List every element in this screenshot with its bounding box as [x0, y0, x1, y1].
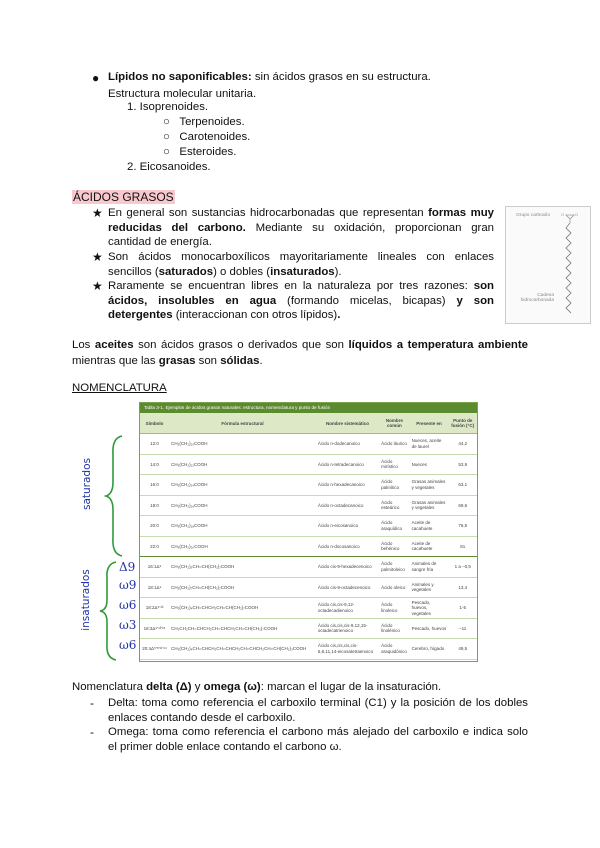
brace-insaturados-icon: [98, 560, 120, 662]
list-item-isoprenoides: 1. Isoprenoides.: [127, 101, 209, 113]
table-cell: CH₃(CH₂)₁₂COOH: [169, 454, 316, 475]
bold-text: omega (ω): [203, 681, 261, 693]
text: ).: [334, 265, 342, 278]
table-cell: CH₃(CH₂)₁₆COOH: [169, 495, 316, 516]
bullet-dot-icon: ●: [92, 71, 100, 85]
table-cell: 81: [448, 536, 477, 557]
section-heading-acidos: [72, 190, 175, 204]
bold-text: son ácidos, insolubles en agua: [108, 280, 494, 307]
star-icon: ★: [92, 250, 103, 264]
table-header: Presente en: [410, 413, 449, 434]
section-heading-nomenclatura: NOMENCLATURA: [72, 382, 167, 394]
table-cell: Animales de sangre fría: [410, 557, 449, 578]
table-cell: Ácido cis,cis,cis,cis-5,8,11,14-eicosatetraenoico: [316, 639, 379, 660]
table-cell: Ácido n-hexadecanoico: [316, 475, 379, 496]
table-header: Nombre sistemático: [316, 413, 379, 434]
text: Delta: toma como referencia el carboxilo terminal (C1) y la posición de los dobles enlaces contando desde el carboxilo.: [108, 697, 528, 724]
bold-text: sólidas: [220, 354, 260, 367]
table-cell: CH₃CH₂CH=CHCH₂CH=CHCH₂CH=CH(CH₂)₇COOH: [169, 618, 316, 639]
table-header-row: [140, 413, 477, 434]
table-cell: 63,1: [448, 475, 477, 496]
table: [140, 413, 477, 660]
bold-text: insaturados: [270, 265, 335, 278]
text: Son ácidos monocarboxílicos mayoritariamente lineales con enlaces sencillos (: [108, 251, 494, 278]
table-cell: Nueces, aceite de laurel: [410, 434, 449, 455]
table-row: [140, 516, 477, 537]
text: y: [191, 681, 204, 693]
table-cell: CH₃(CH₂)₁₈COOH: [169, 516, 316, 537]
label-saturados: saturados: [81, 458, 93, 510]
text: (formando micelas, bicapas): [276, 294, 457, 307]
table-cell: Aceite de cacahuete: [410, 536, 449, 557]
fatty-acid-table: [139, 402, 478, 662]
bullet-title: Lípidos no saponificables:: [108, 71, 252, 83]
text: En general son sustancias hidrocarbonadas que representan: [108, 207, 429, 219]
star-bullet-3: [92, 279, 494, 323]
table-cell: Ácido linolénico: [379, 618, 410, 639]
table-cell: Ácido cis-9-hexadecenoico: [316, 557, 379, 578]
text: ) o dobles (: [213, 265, 271, 278]
table-title: Tabla 3-1. Ejemplos de ácidos grasos naturales: estructura, nomenclatura y punto de fusión: [140, 403, 477, 413]
table-cell: Ácido n-docosanoico: [316, 536, 379, 557]
table-cell: Ácido n-eicosanoico: [316, 516, 379, 537]
list-item-carotenoides: [163, 131, 250, 143]
bold-text: saturados: [158, 265, 214, 278]
star-icon: ★: [92, 206, 103, 220]
table-cell: CH₃(CH₂)₅CH=CH(CH₂)₇COOH: [169, 557, 316, 578]
table-cell: 53,9: [448, 454, 477, 475]
table-row: [140, 557, 477, 578]
table-row: [140, 577, 477, 598]
table-cell: 16:0: [140, 475, 169, 496]
text: (interaccionan con otros lípidos): [172, 309, 338, 321]
table-cell: 76,5: [448, 516, 477, 537]
table-cell: Ácido oleico: [379, 577, 410, 598]
bold-text: delta (Δ): [146, 681, 192, 693]
table-row: [140, 495, 477, 516]
circle-bullet-icon: ○: [163, 116, 170, 128]
table-cell: Ácido láurico: [379, 434, 410, 455]
table-cell: Ácido n-tetradecanoico: [316, 454, 379, 475]
table-cell: Ácido n-dodecanoico: [316, 434, 379, 455]
label-chain: Cadena hidrocarbonada: [520, 293, 554, 303]
table-cell: 14:0: [140, 454, 169, 475]
table-header: Punto de fusión (°C): [448, 413, 477, 434]
dash-item-delta: [90, 696, 528, 725]
table-cell: 12:0: [140, 434, 169, 455]
star-icon: ★: [92, 279, 103, 293]
nomenclature-intro: [72, 681, 441, 693]
table-cell: 49,5: [448, 639, 477, 660]
omega-6-label-2: ω6: [119, 638, 137, 652]
table-cell: 18:1Δ⁹: [140, 577, 169, 598]
bold-text: líquidos a temperatura ambiente: [348, 339, 528, 351]
table-cell: 1 a –0,5: [448, 557, 477, 578]
text: Los: [72, 339, 95, 351]
table-cell: Aceite de cacahuete: [410, 516, 449, 537]
zigzag-chain-icon: [556, 211, 586, 319]
table-cell: Ácido palmítico: [379, 475, 410, 496]
table-row: [140, 639, 477, 660]
table-cell: 18:2Δ⁹ʹ¹²: [140, 598, 169, 619]
circle-bullet-icon: ○: [163, 146, 170, 158]
omega-3-label: ω3: [119, 618, 137, 632]
table-cell: Ácido araquidónico: [379, 639, 410, 660]
delta-9-label: Δ9: [119, 560, 136, 574]
table-row: [140, 454, 477, 475]
table-cell: CH₃(CH₂)₁₀COOH: [169, 434, 316, 455]
table-cell: Ácido araquídico: [379, 516, 410, 537]
heading-text: ÁCIDOS GRASOS: [73, 190, 174, 204]
intro-bullet: [92, 71, 528, 85]
table-cell: 1-5: [448, 598, 477, 619]
brace-saturados-icon: [104, 434, 126, 558]
table-cell: Ácido linoleico: [379, 598, 410, 619]
table-cell: Animales y vegetales: [410, 577, 449, 598]
circle-bullet-icon: ○: [163, 131, 170, 143]
text: Mediante su oxidación, proporcionan gran cantidad de energía.: [108, 221, 494, 248]
table-cell: Cerebro, hígado: [410, 639, 449, 660]
table-header: Símbolo: [140, 413, 169, 434]
svg-text:O: O: [561, 212, 565, 217]
bullet-text: sin ácidos grasos en su estructura.: [251, 71, 431, 83]
table-cell: Pescado, huevos, vegetales: [410, 598, 449, 619]
table-cell: Ácido esteárico: [379, 495, 410, 516]
table-header: Nombre común: [379, 413, 410, 434]
text: Raramente se encuentran libres en la naturaleza por tres razones:: [108, 280, 474, 292]
table-cell: CH₃(CH₂)₇CH=CH(CH₂)₇COOH: [169, 577, 316, 598]
bold-text: aceites: [94, 339, 134, 351]
table-cell: Grasas animales y vegetales: [410, 495, 449, 516]
table-row: [140, 434, 477, 455]
table-row: [140, 618, 477, 639]
table-body: [140, 434, 477, 660]
fatty-acid-image: [505, 206, 591, 324]
table-cell: 44,2: [448, 434, 477, 455]
table-cell: Grasas animales y vegetales: [410, 475, 449, 496]
table-cell: Nueces: [410, 454, 449, 475]
table-cell: Ácido cis-9-octadecenoico: [316, 577, 379, 598]
table-cell: 18:0: [140, 495, 169, 516]
table-cell: CH₃(CH₂)₄CH=CHCH₂CH=CHCH₂CH=CHCH₂CH=CH(CH₂)₃COOH: [169, 639, 316, 660]
table-cell: 69,6: [448, 495, 477, 516]
omega-9-label: ω9: [119, 578, 137, 592]
table-cell: 13,4: [448, 577, 477, 598]
table-cell: Pescado, huevos: [410, 618, 449, 639]
text: .: [259, 354, 263, 367]
table-cell: 22:0: [140, 536, 169, 557]
list-text: Terpenoides.: [179, 116, 245, 128]
table-cell: 20:0: [140, 516, 169, 537]
dash-icon: -: [90, 696, 94, 710]
table-cell: 20:4Δ⁵ʹ⁸ʹ¹¹ʹ¹⁴: [140, 639, 169, 660]
dash-icon: -: [90, 725, 94, 739]
table-cell: CH₃(CH₂)₄CH=CHCH₂CH=CH(CH₂)₇COOH: [169, 598, 316, 619]
list-item-esteroides: [163, 146, 236, 158]
table-row: [140, 536, 477, 557]
svg-text:O: O: [575, 212, 579, 217]
text: : marcan el lugar de la insaturación.: [260, 681, 442, 693]
paragraph-aceites: [72, 338, 528, 369]
intro-line2: Estructura molecular unitaria.: [108, 88, 257, 100]
table-cell: Ácido behénico: [379, 536, 410, 557]
list-item-eicosanoides: 2. Eicosanoides.: [127, 161, 211, 173]
table-cell: Ácido cis,cis-9,12-octadecadienoico: [316, 598, 379, 619]
table-cell: 18:3Δ⁹ʹ¹²ʹ¹⁵: [140, 618, 169, 639]
dash-item-omega: [90, 725, 528, 754]
table-row: [140, 475, 477, 496]
table-header: Fórmula estructural: [169, 413, 316, 434]
table-cell: –11: [448, 618, 477, 639]
bold-text: .: [337, 309, 341, 321]
label-insaturados: insaturados: [80, 569, 92, 631]
bold-text: formas muy reducidas del carbono.: [108, 207, 494, 234]
table-cell: CH₃(CH₂)₁₄COOH: [169, 475, 316, 496]
star-bullet-1: [92, 206, 494, 250]
table-cell: Ácido cis,cis,cis-9,12,15-octadecatrienoico: [316, 618, 379, 639]
table-cell: Ácido mirístico: [379, 454, 410, 475]
table-row: [140, 598, 477, 619]
bold-text: grasas: [158, 354, 196, 367]
list-text: Carotenoides.: [179, 131, 251, 143]
text: Nomenclatura: [72, 681, 147, 693]
table-cell: Ácido n-octadecanoico: [316, 495, 379, 516]
table-cell: Ácido palmitoleico: [379, 557, 410, 578]
text: son ácidos grasos o derivados que son: [133, 339, 349, 351]
label-carboxyl: Grupo carboxilo: [516, 213, 550, 218]
table-cell: CH₃(CH₂)₂₀COOH: [169, 536, 316, 557]
text: son: [195, 354, 221, 367]
text: mientras que las: [72, 354, 159, 367]
star-bullet-2: [92, 250, 494, 279]
text: Omega: toma como referencia el carbono más alejado del carboxilo e indica solo el primer doble enlace contando el carbono ω.: [108, 726, 528, 753]
bold-text: y son detergentes: [108, 294, 494, 321]
list-text: Esteroides.: [179, 146, 237, 158]
omega-6-label: ω6: [119, 598, 137, 612]
list-item-terpenoides: [163, 116, 245, 128]
table-cell: 16:1Δ⁹: [140, 557, 169, 578]
